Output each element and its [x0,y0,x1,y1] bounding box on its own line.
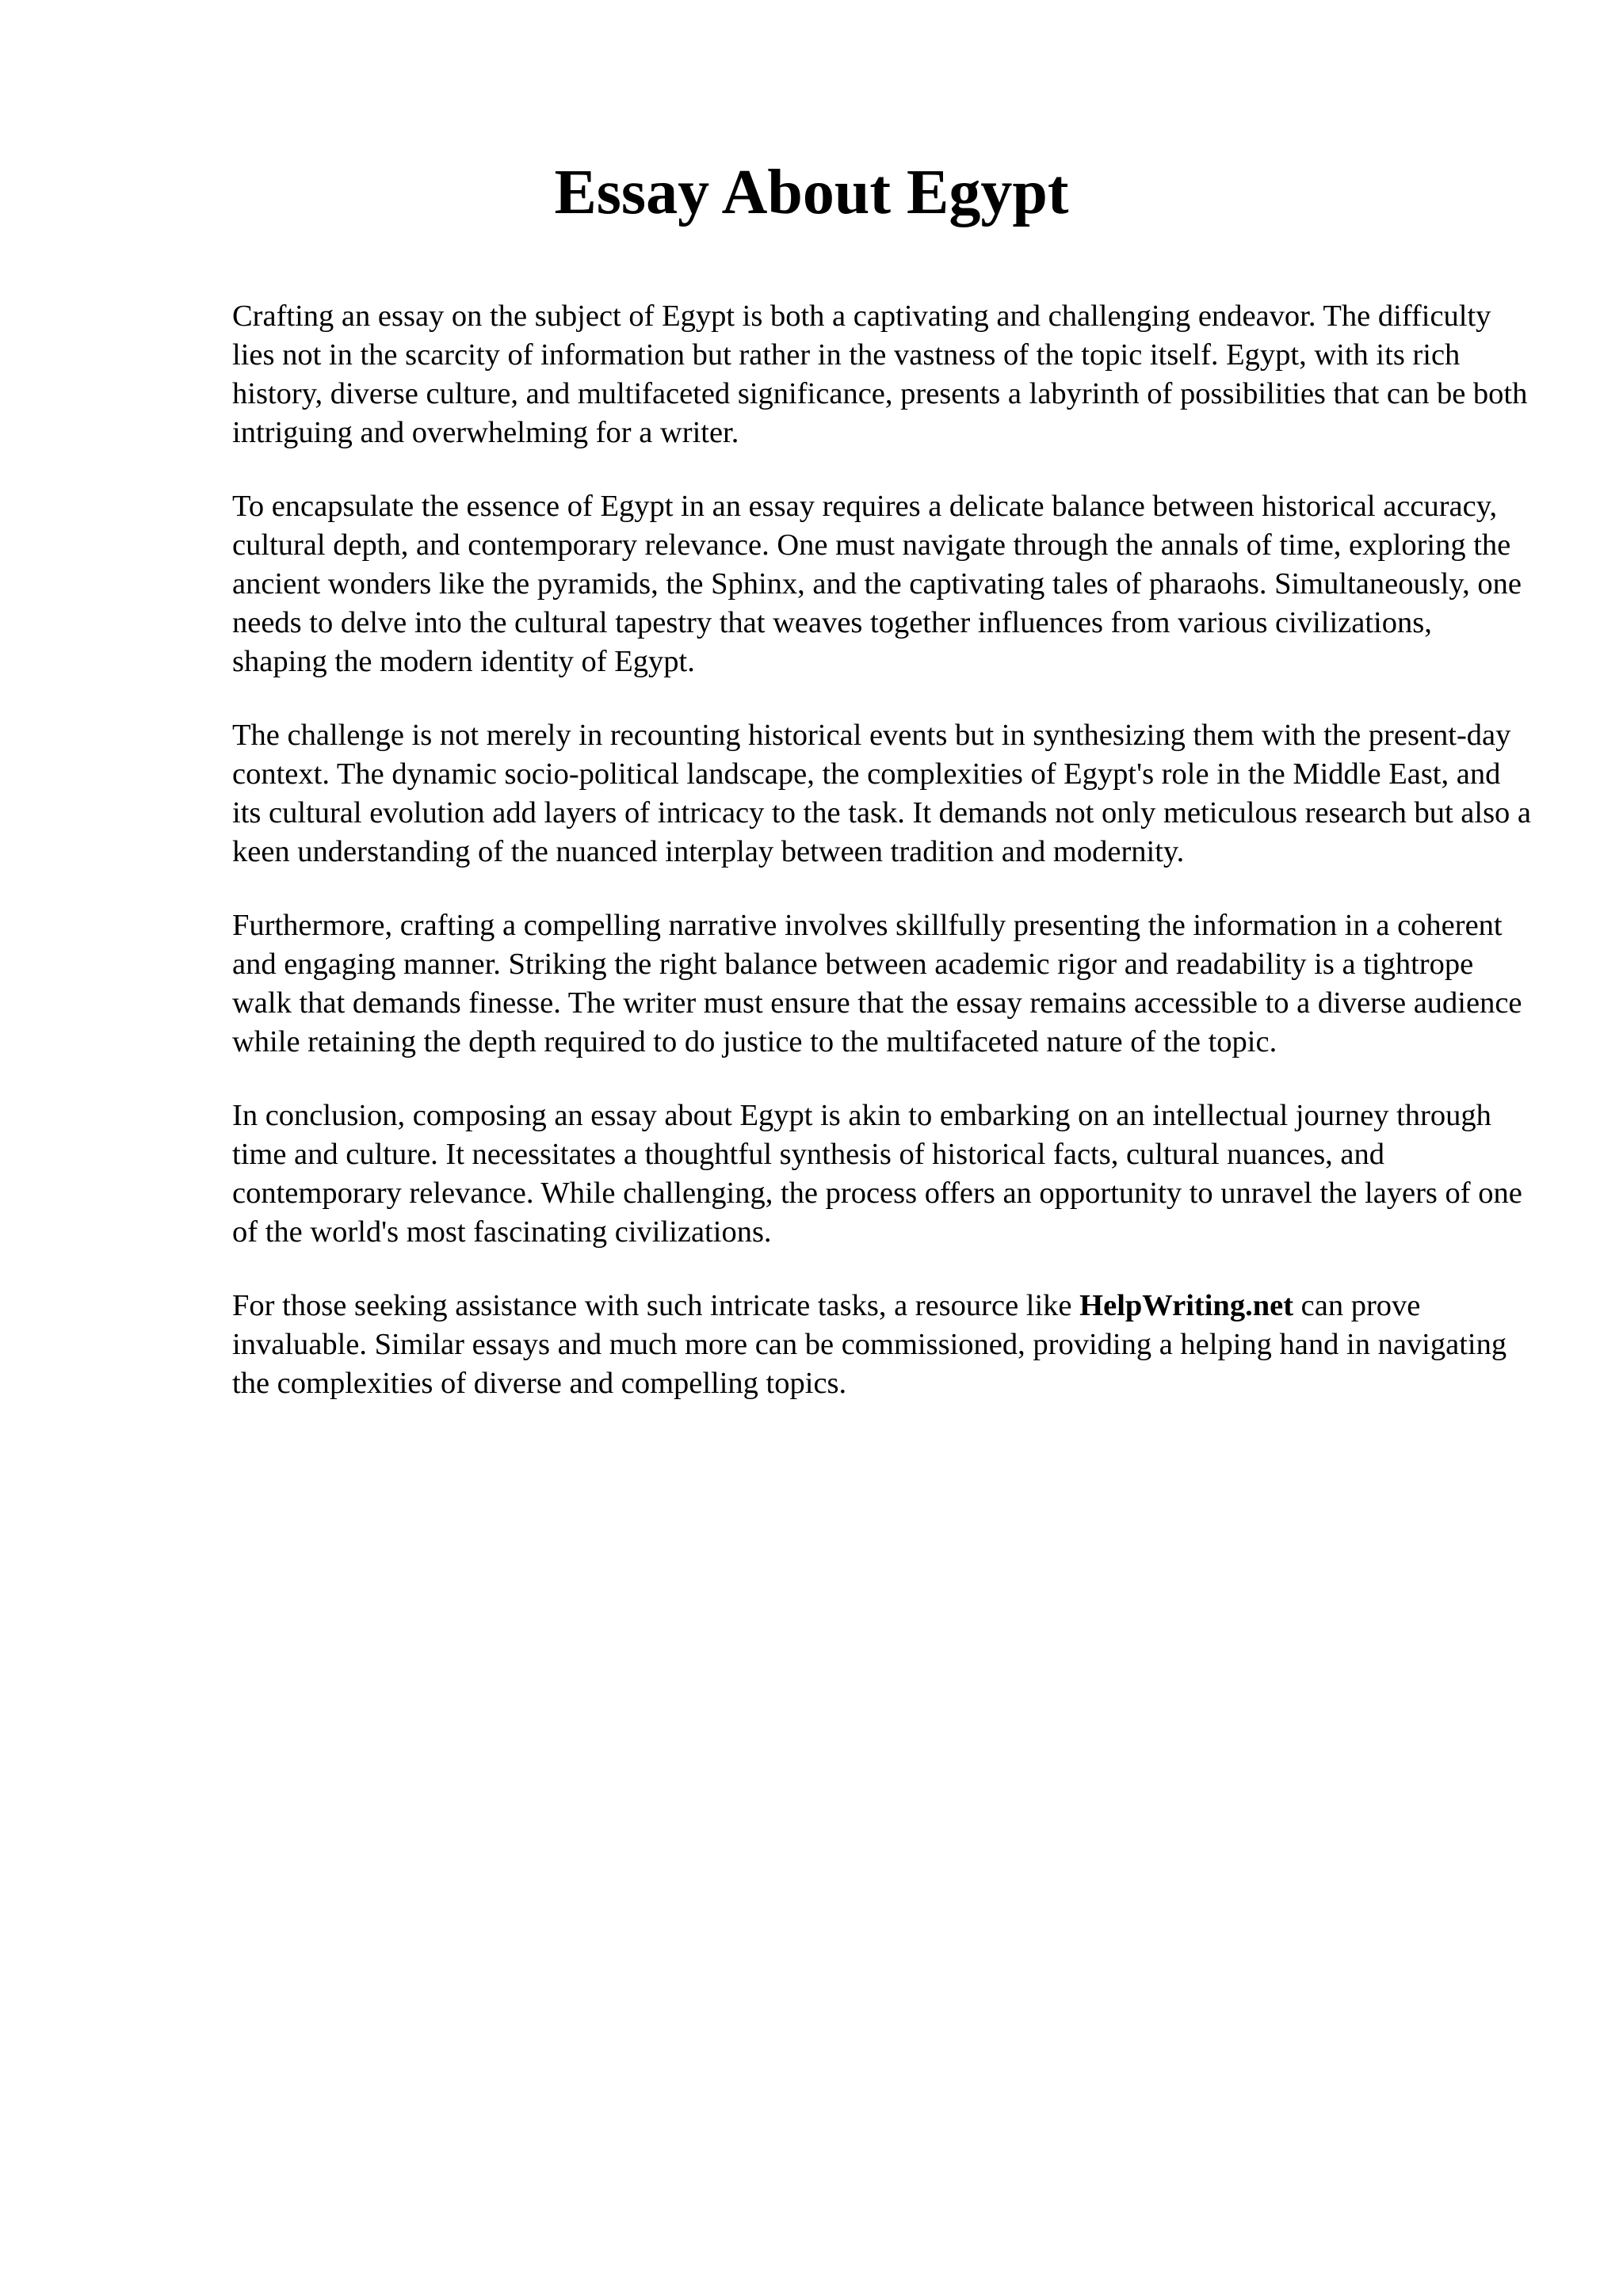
closing-text-before: For those seeking assistance with such intricate tasks, a resource like [232,1289,1080,1322]
document-title: Essay About Egypt [554,158,1069,227]
paragraph-1: Crafting an essay on the subject of Egypt is both a captivating and challenging endeavor. The difficulty lies not in the scarcity of information but rather in the vastness of the topic itself. Egypt, with its rich history, diverse culture, and multifaceted significance, presents a labyrinth of possibilities that can be both intriguing and overwhelming for a writer. [232,299,1528,449]
brand-name: HelpWriting.net [1079,1289,1294,1322]
document-body [232,297,1532,1438]
paragraph-3: The challenge is not merely in recounting historical events but in synthesizing them with the present-day context. The dynamic socio-political landscape, the complexities of Egypt's role in the Middle East, and its cultural evolution add layers of intricacy to the task. It demands not only meticulous research but also a keen understanding of the nuanced interplay between tradition and modernity. [232,719,1532,868]
paragraph-4: Furthermore, crafting a compelling narrative involves skillfully presenting the information in a coherent and engaging manner. Striking the right balance between academic rigor and readability is a tightrope walk that demands finesse. The writer must ensure that the essay remains accessible to a diverse audience while retaining the depth required to do justice to the multifaceted nature of the topic. [232,909,1522,1058]
closing-paragraph [232,1287,1532,1403]
paragraph-2: To encapsulate the essence of Egypt in an essay requires a delicate balance between historical accuracy, cultural depth, and contemporary relevance. One must navigate through the annals of time, exploring the ancient wonders like the pyramids, the Sphinx, and the captivating tales of pharaohs. Simultaneously, one needs to delve into the cultural tapestry that weaves together influences from various civilizations, shaping the modern identity of Egypt. [232,490,1522,678]
closing-text-after: can prove invaluable. Similar essays and much more can be commissioned, providing a helping hand in navigating the complexities of diverse and compelling topics. [232,1289,1507,1400]
paragraph-5: In conclusion, composing an essay about Egypt is akin to embarking on an intellectual journey through time and culture. It necessitates a thoughtful synthesis of historical facts, cultural nuances, and contemporary relevance. While challenging, the process offers an opportunity to unravel the layers of one of the world's most fascinating civilizations. [232,1099,1522,1249]
